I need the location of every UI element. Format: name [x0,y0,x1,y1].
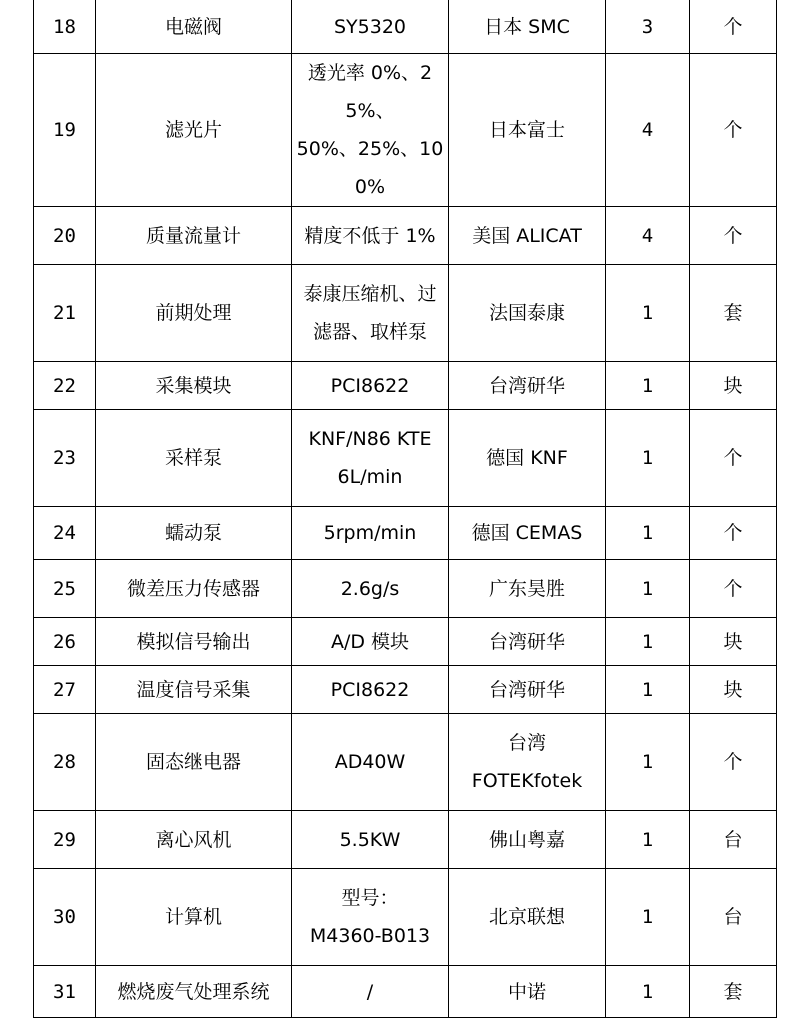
manufacturer-cell [449,507,606,560]
item-name-cell: 微差压力传感器 [96,560,292,618]
quantity-cell: 1 [606,265,690,362]
row-number-cell: 29 [34,811,96,869]
manufacturer-cell [449,811,606,869]
spec-cell-line: A/D 模块 [330,630,410,653]
table-row [34,265,777,362]
spec-cell-line: 泰康压缩机、过 [303,283,437,305]
quantity-cell: 1 [606,966,690,1018]
quantity-cell: 1 [606,507,690,560]
item-name-cell: 离心风机 [96,811,292,869]
spec-cell [292,666,449,714]
item-name-cell: 蠕动泵 [96,507,292,560]
manufacturer-cell-line: 日本富士 [488,119,565,141]
item-name-cell: 温度信号采集 [96,666,292,714]
manufacturer-cell-line: 佛山粤嘉 [488,828,565,851]
item-name-cell: 电磁阀 [96,0,292,54]
unit-cell: 块 [690,618,777,666]
spec-cell [292,507,449,560]
spec-cell-line: PCI8622 [330,678,410,701]
spec-cell-line: KNF/N86 KTE [308,428,432,450]
manufacturer-cell-line: 法国泰康 [488,302,565,324]
spec-cell [292,811,449,869]
spec-cell [292,410,449,507]
row-number-cell: 28 [34,714,96,811]
manufacturer-cell [449,618,606,666]
table-row [34,618,777,666]
unit-cell: 个 [690,714,777,811]
manufacturer-cell-line: 台湾 [507,732,546,754]
manufacturer-cell [449,0,606,54]
manufacturer-cell [449,207,606,265]
row-number-cell: 30 [34,869,96,966]
manufacturer-cell-line: 北京联想 [488,906,565,928]
row-number-cell: 24 [34,507,96,560]
spec-cell-line: 50%、25%、100% [296,138,444,198]
table-row [34,811,777,869]
manufacturer-cell [449,666,606,714]
table-row [34,410,777,507]
spec-cell [292,560,449,618]
unit-cell: 套 [690,265,777,362]
manufacturer-cell-line: 美国 ALICAT [472,224,582,247]
quantity-cell: 1 [606,362,690,410]
table-row [34,560,777,618]
manufacturer-cell [449,714,606,811]
table-row [34,54,777,207]
spec-cell [292,54,449,207]
spec-cell-line: 2.6g/s [340,577,400,600]
spec-cell-line: M4360-B013 [309,925,431,947]
spec-cell [292,362,449,410]
unit-cell: 个 [690,54,777,207]
table-row [34,0,777,54]
unit-cell: 台 [690,869,777,966]
manufacturer-cell-line: 德国 CEMAS [471,522,583,544]
row-number-cell: 19 [34,54,96,207]
spec-cell-line: 滤器、取样泵 [312,321,427,343]
manufacturer-cell [449,54,606,207]
spec-cell-line: PCI8622 [330,374,410,397]
manufacturer-cell [449,265,606,362]
equipment-table-body [34,0,777,1018]
unit-cell: 个 [690,207,777,265]
spec-cell-line: AD40W [334,751,406,773]
spec-cell [292,618,449,666]
manufacturer-cell-line: 台湾研华 [488,678,565,701]
quantity-cell: 1 [606,560,690,618]
spec-cell-line: 5.5KW [339,828,401,851]
row-number-cell: 21 [34,265,96,362]
spec-cell [292,966,449,1018]
manufacturer-cell-line: 台湾研华 [488,374,565,397]
item-name-cell: 固态继电器 [96,714,292,811]
manufacturer-cell-line: 日本 SMC [484,15,570,38]
unit-cell: 个 [690,560,777,618]
spec-cell-line: 精度不低于 1% [304,224,436,247]
item-name-cell: 模拟信号输出 [96,618,292,666]
spec-cell-line: 透光率 0%、25%、 [307,62,433,122]
spec-cell [292,714,449,811]
spec-cell-line: / [366,980,374,1003]
item-name-cell: 燃烧废气处理系统 [96,966,292,1018]
manufacturer-cell [449,966,606,1018]
manufacturer-cell [449,362,606,410]
item-name-cell: 采样泵 [96,410,292,507]
row-number-cell: 31 [34,966,96,1018]
manufacturer-cell-line: 广东昊胜 [488,577,565,600]
row-number-cell: 23 [34,410,96,507]
table-row [34,507,777,560]
item-name-cell: 前期处理 [96,265,292,362]
spec-cell [292,0,449,54]
equipment-table [33,0,777,1018]
spec-cell [292,869,449,966]
manufacturer-cell [449,410,606,507]
quantity-cell: 1 [606,869,690,966]
table-row [34,714,777,811]
quantity-cell: 3 [606,0,690,54]
row-number-cell: 20 [34,207,96,265]
row-number-cell: 22 [34,362,96,410]
quantity-cell: 1 [606,811,690,869]
manufacturer-cell [449,560,606,618]
row-number-cell: 27 [34,666,96,714]
item-name-cell: 滤光片 [96,54,292,207]
spec-cell-line: 5rpm/min [323,522,417,544]
spec-cell-line: SY5320 [333,15,407,38]
manufacturer-cell-line: 中诺 [507,980,546,1003]
table-row [34,869,777,966]
spec-cell-line: 6L/min [337,466,403,488]
unit-cell: 个 [690,0,777,54]
spec-cell-line: 型号： [341,887,399,909]
unit-cell: 个 [690,410,777,507]
spec-cell [292,207,449,265]
unit-cell: 块 [690,362,777,410]
manufacturer-cell-line: 台湾研华 [488,630,565,653]
table-row [34,966,777,1018]
row-number-cell: 18 [34,0,96,54]
item-name-cell: 质量流量计 [96,207,292,265]
spec-cell [292,265,449,362]
table-row [34,362,777,410]
row-number-cell: 26 [34,618,96,666]
manufacturer-cell-line: FOTEKfotek [471,770,583,792]
item-name-cell: 计算机 [96,869,292,966]
unit-cell: 套 [690,966,777,1018]
table-row [34,666,777,714]
quantity-cell: 1 [606,618,690,666]
table-row [34,207,777,265]
manufacturer-cell [449,869,606,966]
quantity-cell: 4 [606,54,690,207]
quantity-cell: 1 [606,410,690,507]
row-number-cell: 25 [34,560,96,618]
item-name-cell: 采集模块 [96,362,292,410]
quantity-cell: 1 [606,666,690,714]
unit-cell: 块 [690,666,777,714]
unit-cell: 台 [690,811,777,869]
manufacturer-cell-line: 德国 KNF [486,447,568,469]
unit-cell: 个 [690,507,777,560]
quantity-cell: 4 [606,207,690,265]
quantity-cell: 1 [606,714,690,811]
